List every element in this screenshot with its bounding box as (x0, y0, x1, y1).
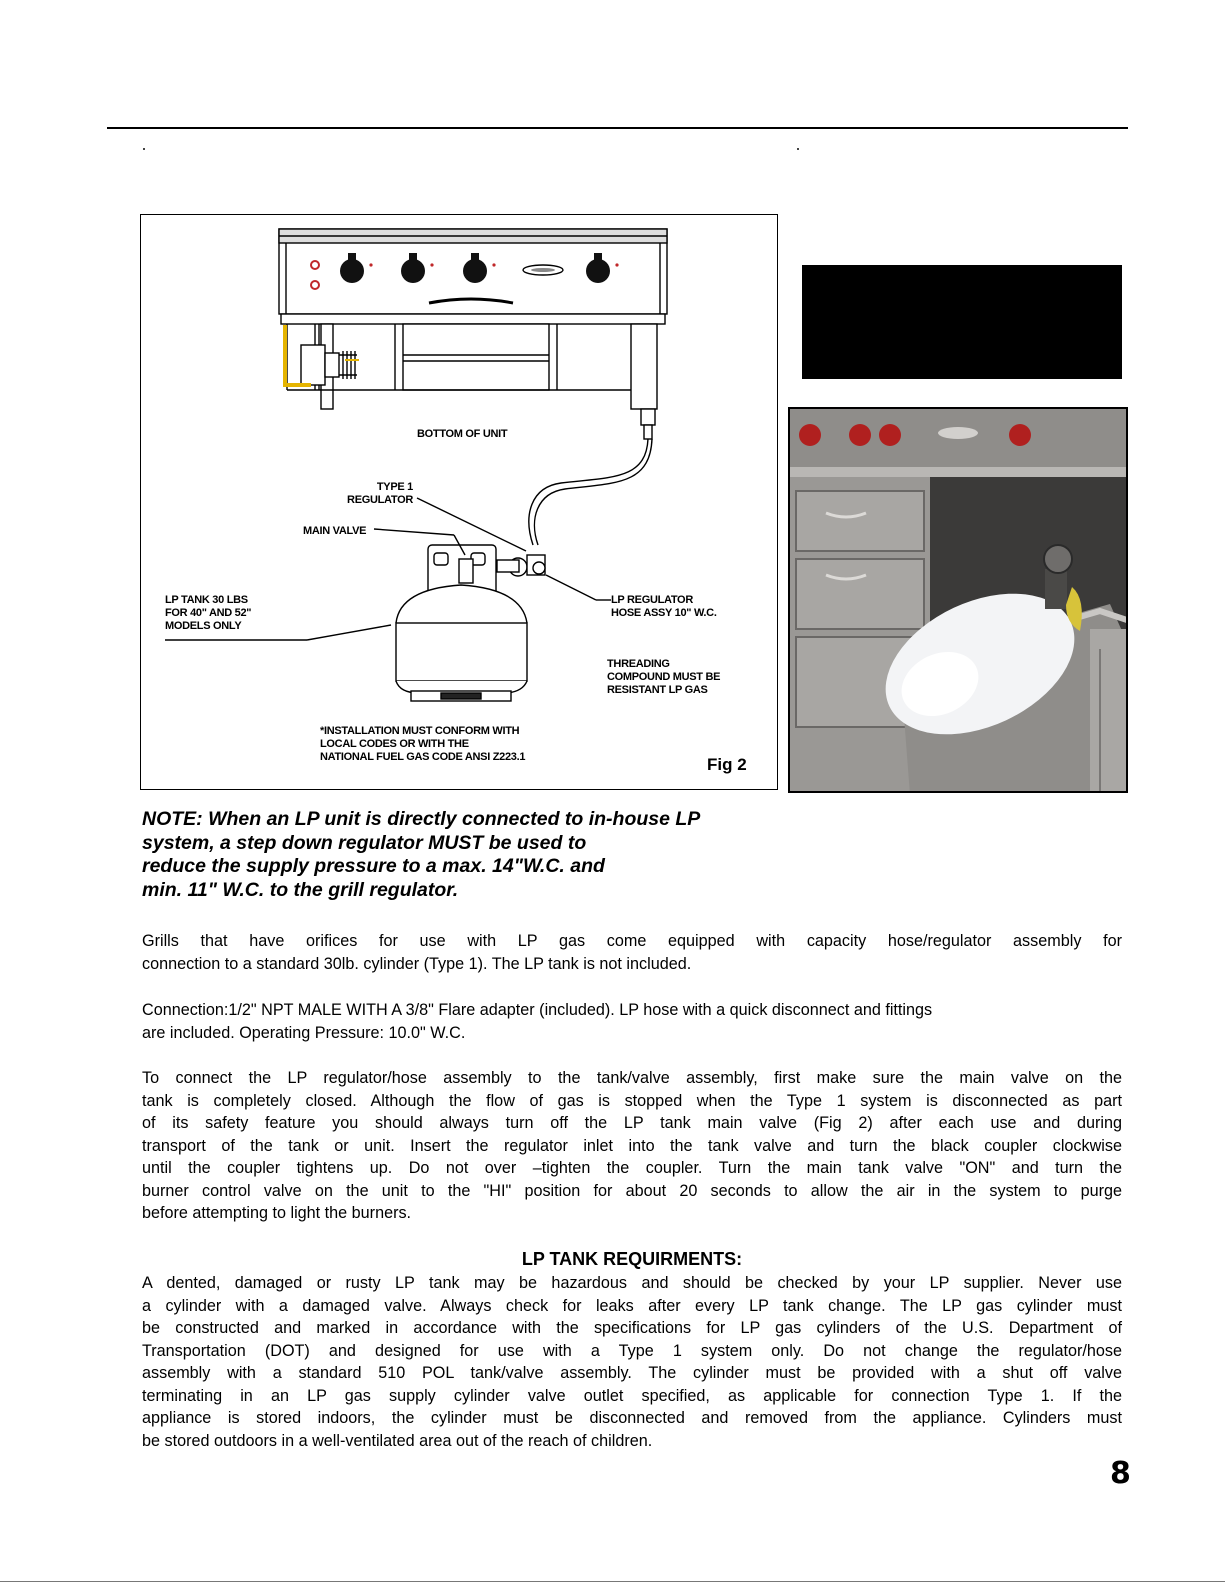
text-line: transport of the tank or unit. Insert the regulator inlet into the tank valve and turn the black coupler clockwise (142, 1136, 1122, 1155)
photo-illustration (790, 409, 1128, 793)
note-line: NOTE: When an LP unit is directly connected to in-house LP (142, 808, 701, 830)
text-line: be stored outdoors in a well-ventilated area out of the reach of children. (142, 1431, 653, 1450)
label-lp-regulator-hose: LP REGULATOR HOSE ASSY 10" W.C. (611, 594, 717, 619)
footer-rule (0, 1581, 1225, 1582)
text-line: be constructed and marked in accordance with the specifications for LP gas cylinders of the U.S. Department of (142, 1319, 1122, 1337)
text-line: Connection:1/2" NPT MALE WITH A 3/8" Flare adapter (included). LP hose with a quick disconnect and fittings (142, 1001, 933, 1019)
text-line: until the coupler tightens up. Do not over –tighten the coupler. Turn the main tank valve "ON" and turn the (142, 1159, 1122, 1177)
label-bottom-of-unit: BOTTOM OF UNIT (417, 428, 508, 440)
paragraph-tank-requirements (142, 1272, 1122, 1452)
label-lp-tank: LP TANK 30 LBS FOR 40" AND 52" MODELS ONLY (165, 594, 252, 632)
label-main-valve: MAIN VALVE (303, 525, 367, 537)
text-line: connection to a standard 30lb. cylinder (Type 1). The LP tank is not included. (142, 954, 692, 973)
grill-lp-connection-drawing (141, 215, 779, 791)
figure-2-diagram (140, 214, 778, 790)
header-rule (107, 127, 1128, 129)
text-line: a cylinder with a damaged valve. Always check for leaks after every LP tank change. The LP gas cylinder must (142, 1296, 1122, 1315)
paragraph-connect-instructions (142, 1067, 1122, 1225)
text-line: Transportation (DOT) and designed for use with a Type 1 system only. Do not change the regulator/hose (142, 1341, 1122, 1360)
text-line: assembly with a standard 510 POL tank/valve assembly. The cylinder must be provided with a shut off valve (142, 1364, 1122, 1382)
speck-mark (143, 148, 145, 150)
text-line: burner control valve on the unit to the "HI" position for about 20 seconds to allow the air in the system to purge (142, 1181, 1122, 1200)
label-threading-compound: THREADING COMPOUND MUST BE RESISTANT LP GAS (607, 658, 721, 696)
text-line: before attempting to light the burners. (142, 1204, 412, 1222)
note-line: reduce the supply pressure to a max. 14"W.C. and (142, 855, 605, 877)
text-line: terminating in an LP gas supply cylinder valve outlet specified, as applicable for connection Type 1. If the (142, 1386, 1122, 1405)
text-line: appliance is stored indoors, the cylinder must be disconnected and removed from the appliance. Cylinders must (142, 1409, 1122, 1427)
grill-cabinet-photo (788, 407, 1128, 793)
figure-number: Fig 2 (707, 755, 747, 774)
text-line: tank is completely closed. Although the flow of gas is stopped when the Type 1 system is disconnected as part (142, 1091, 1122, 1110)
text-line: A dented, damaged or rusty LP tank may be hazardous and should be checked by your LP supplier. Never use (142, 1274, 1122, 1292)
label-installation-note: *INSTALLATION MUST CONFORM WITH LOCAL CODES OR WITH THE NATIONAL FUEL GAS CODE ANSI Z223.1 (320, 725, 526, 763)
paragraph-orifices (142, 930, 1122, 975)
text-line: of its safety feature you should always turn off the LP tank main valve (Fig 2) after each use and during (142, 1114, 1122, 1132)
label-type1-regulator: TYPE 1 REGULATOR (347, 481, 413, 506)
text-line: To connect the LP regulator/hose assembly to the tank/valve assembly, first make sure the main valve on the (142, 1069, 1122, 1087)
note-line: min. 11" W.C. to the grill regulator. (142, 878, 459, 901)
section-heading-lp-tank: LP TANK REQUIRMENTS: (521, 1249, 743, 1269)
speck-mark (797, 148, 799, 150)
paragraph-connection (142, 999, 1122, 1044)
text-line: are included. Operating Pressure: 10.0" W.C. (142, 1023, 466, 1042)
note-line: system, a step down regulator MUST be used to (142, 831, 587, 854)
lp-step-down-note (142, 808, 782, 902)
redacted-black-box (802, 265, 1122, 379)
text-line: Grills that have orifices for use with LP gas come equipped with capacity hose/regulator assembly for (142, 932, 1122, 950)
page-number: 8 (1110, 1456, 1131, 1491)
